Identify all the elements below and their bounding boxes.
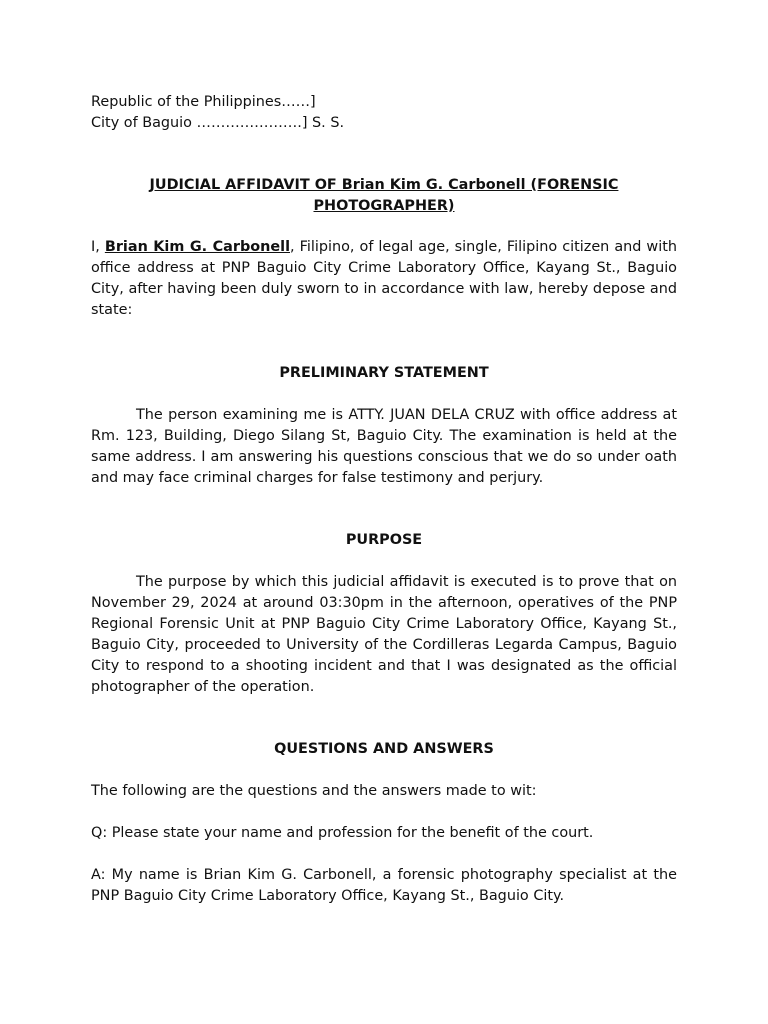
venue-block: [91, 92, 677, 134]
preliminary-statement-heading: PRELIMINARY STATEMENT: [279, 365, 489, 381]
affidavit-title: JUDICIAL AFFIDAVIT OF Brian Kim G. Carbonell (FORENSIC PHOTOGRAPHER): [149, 177, 619, 214]
venue-city-line: City of Baguio ………………….] S. S.: [91, 115, 345, 131]
venue-republic-line: Republic of the Philippines……]: [91, 94, 316, 110]
purpose-heading: PURPOSE: [345, 532, 423, 548]
intro-prefix: I,: [91, 239, 105, 255]
affiant-name: Brian Kim G. Carbonell: [104, 239, 291, 255]
question-1: Q: Please state your name and profession for the benefit of the court.: [91, 825, 594, 841]
intro-paragraph: [91, 237, 677, 321]
intro-text: , Filipino, of legal age, single, Filipino citizen and with office address at PNP Baguio City Crime Laboratory Office, Kayang St., Baguio City, after having been duly sworn to in accordance with law, hereby depose and state:: [91, 239, 677, 318]
qa-lead-paragraph: The following are the questions and the answers made to wit:: [91, 783, 537, 799]
purpose-paragraph: The purpose by which this judicial affidavit is executed is to prove that on November 29, 2024 at around 03:30pm in the afternoon, operatives of the PNP Regional Forensic Unit at PNP Baguio City Crime Laboratory Office, Kayang St., Baguio City, proceeded to University of the Cordilleras Legarda Campus, Baguio City to respond to a shooting incident and that I was designated as the official photographer of the operation.: [91, 574, 677, 695]
questions-and-answers-heading: QUESTIONS AND ANSWERS: [274, 741, 494, 757]
answer-1: A: My name is Brian Kim G. Carbonell, a forensic photography specialist at the PNP Baguio City Crime Laboratory Office, Kayang St., Baguio City.: [91, 867, 677, 904]
affidavit-page: [91, 92, 677, 907]
preliminary-statement-paragraph: The person examining me is ATTY. JUAN DELA CRUZ with office address at Rm. 123, Building, Diego Silang St, Baguio City. The examination is held at the same address. I am answering his questions conscious that we do so under oath and may face criminal charges for false testimony and perjury.: [91, 407, 677, 486]
